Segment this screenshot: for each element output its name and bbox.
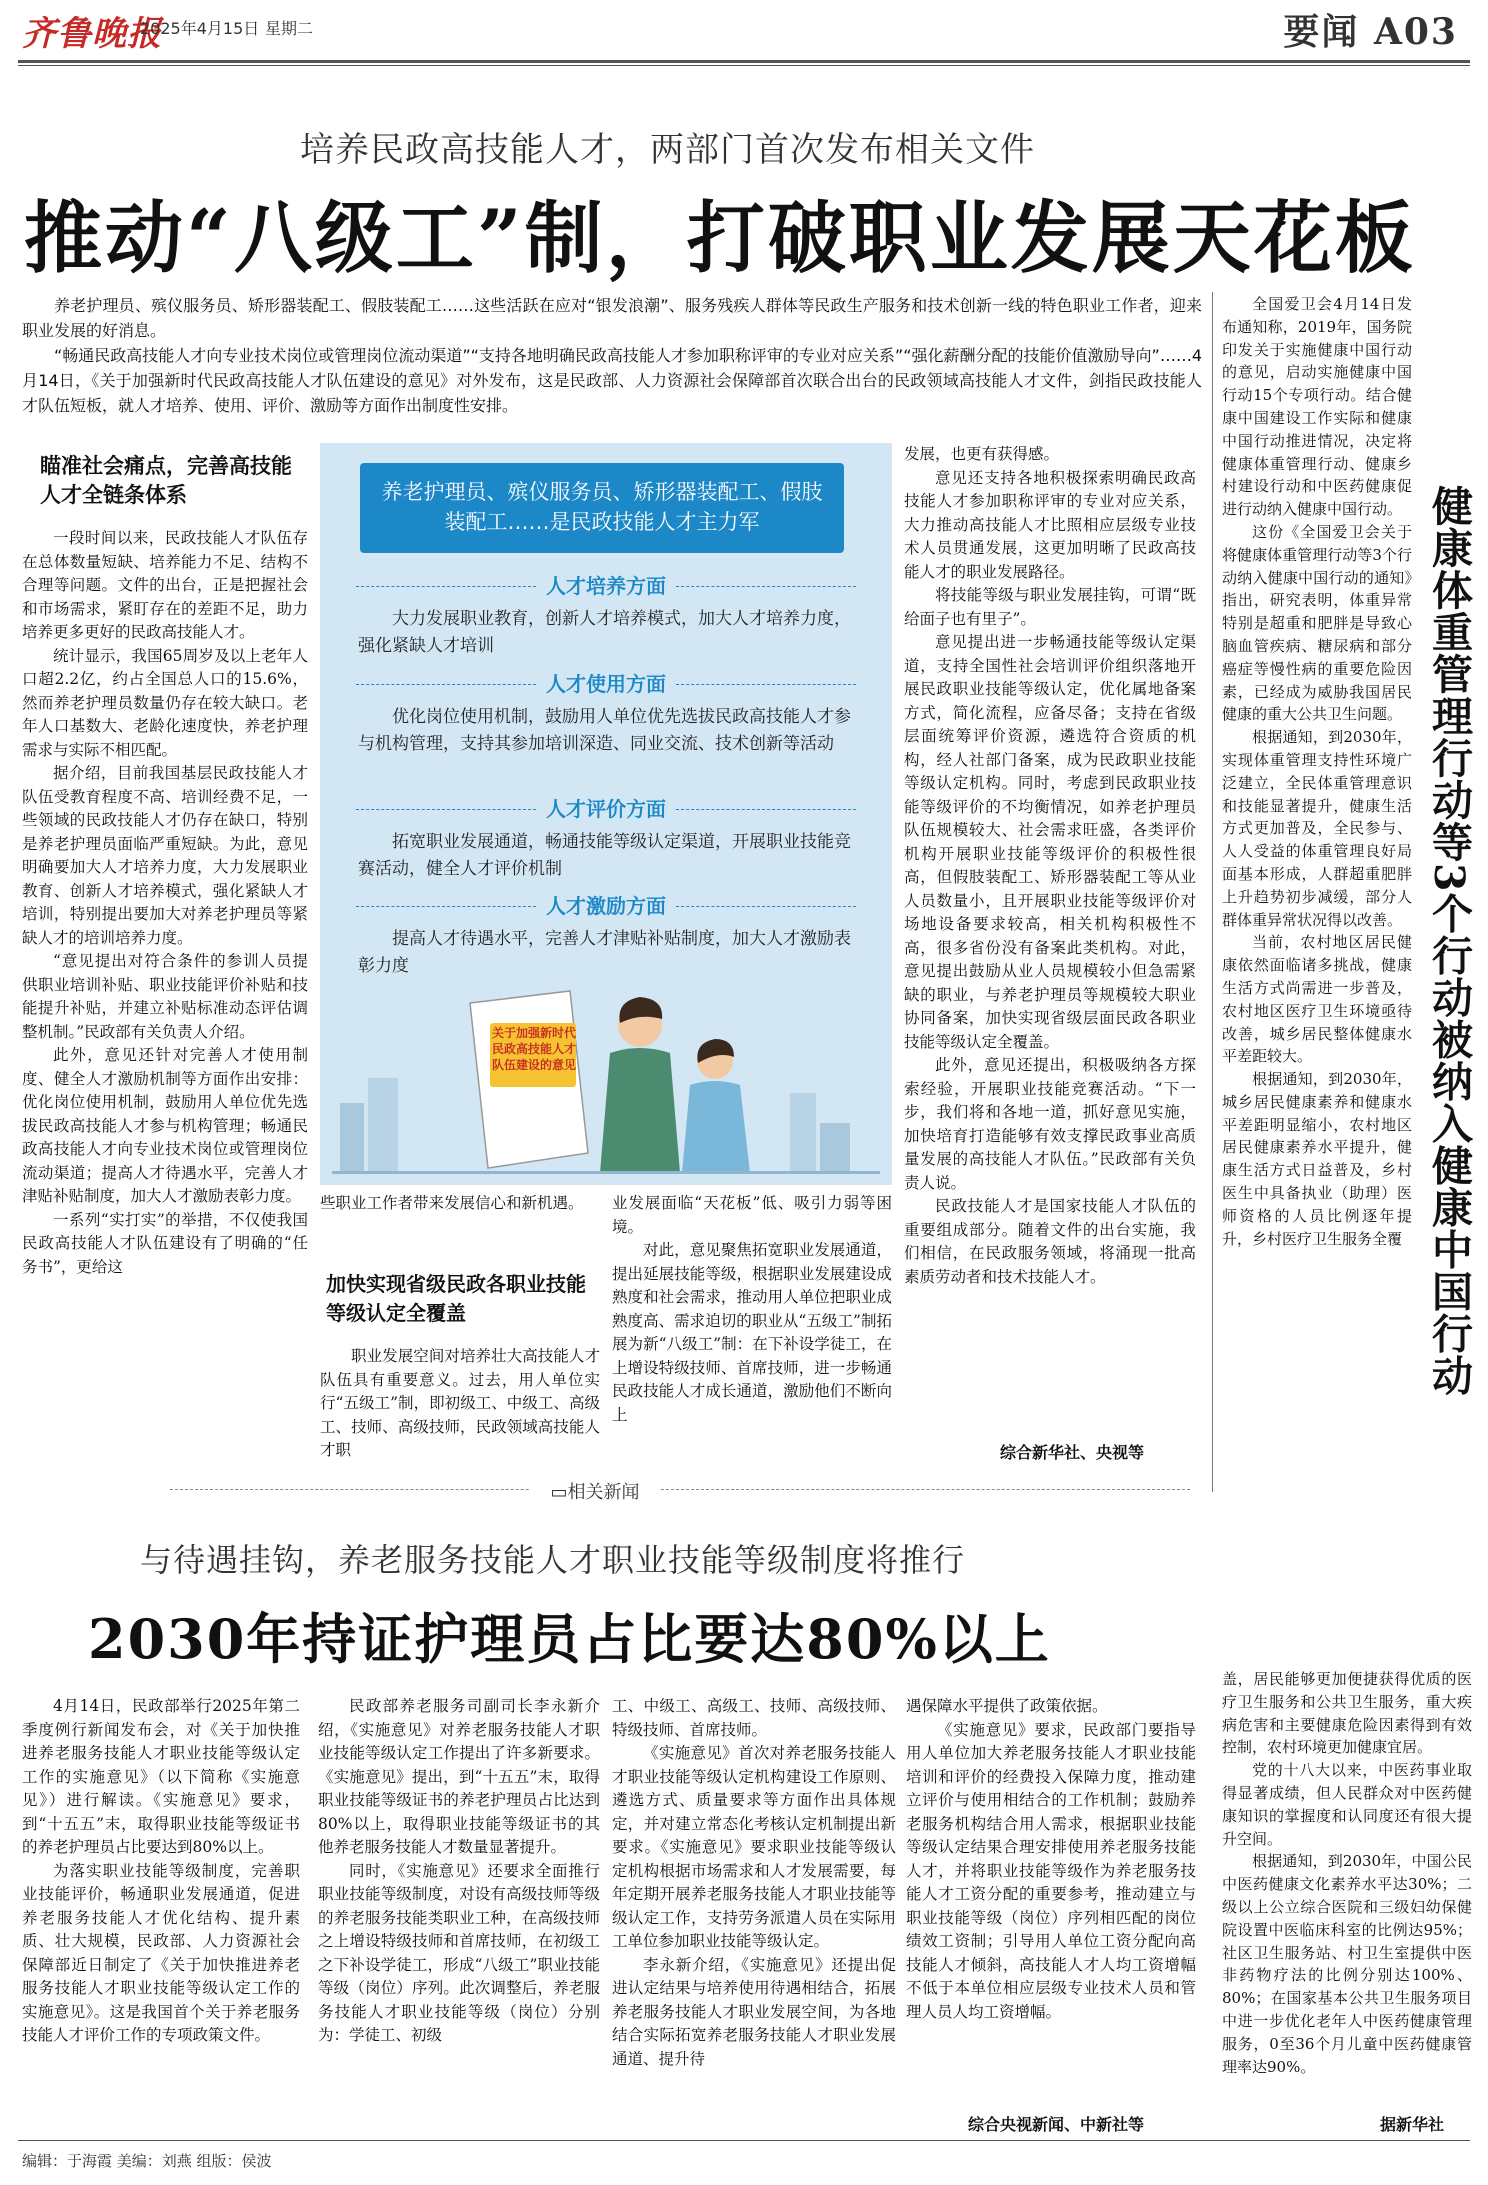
paragraph: 全国爱卫会4月14日发布通知称，2019年，国务院印发关于实施健康中国行动的意见，启动实施健康中国行动15个专项行动。结合健康中国建设工作实际和健康中国行动推进情况，决定将健康体重管理行动、健康乡村建设行动和中医药健康促进行动纳入健康中国行动。 (1222, 295, 1412, 519)
paragraph: 意见还支持各地积极探索明确民政高技能人才参加职称评审的专业对应关系，大力推动高技能人才比照相应层级专业技术人员贯通发展，这更加明晰了民政高技能人才的职业发展路径。 (904, 468, 1196, 581)
person-icon (682, 1081, 750, 1173)
lead-intro-para-1: 养老护理员、殡仪服务员、矫形器装配工、假肢装配工……这些活跃在应对“银发浪潮”、服务残疾人群体等民政生产服务和技术创新一线的特色职业工作者，迎来职业发展的好消息。 (22, 296, 1202, 340)
lead-kicker: 培养民政高技能人才，两部门首次发布相关文件 (300, 130, 1035, 170)
paragraph: 《实施意见》首次对养老服务技能人才职业技能等级认定机构建设工作原则、遴选方式、质量要求等方面作出具体规定，并对建立常态化考核认定机制提出新要求。《实施意见》要求职业技能等级认定机构根据市场需求和人才发展需要，每年定期开展养老服务技能人才职业技能等级认定工作，支持劳务派遣人员在实际用工单位参加职业技能等级认定。 (612, 1744, 896, 1950)
document-title: 关于加强新时代民政高技能人才队伍建设的意见 (492, 1026, 576, 1072)
footer-rule (18, 2140, 1470, 2141)
related-column-3 (612, 1695, 896, 2071)
paragraph: 民政技能人才是国家技能人才队伍的重要组成部分。随着文件的出台实施，我们相信，在民政服务领域，将涌现一批高素质劳动者和技术技能人才。 (904, 1197, 1196, 1286)
paragraph: 党的十八大以来，中医药事业取得显著成绩，但人民群众对中医药健康知识的掌握度和认同度还有很大提升空间。 (1222, 1761, 1472, 1848)
paragraph: 李永新介绍，《实施意见》还提出促进认定结果与培养使用待遇相结合，拓展养老服务技能人才职业发展空间，为各地结合实际拓宽养老服务技能人才职业发展通道、提升待 (612, 1955, 896, 2068)
paragraph: 这份《全国爱卫会关于将健康体重管理行动等3个行动纳入健康中国行动的通知》指出，研究表明，体重异常特别是超重和肥胖是导致心脑血管疾病、糖尿病和部分癌症等慢性病的重要危险因素，已经成为威胁我国居民健康的重大公共卫生问题。 (1222, 522, 1412, 724)
related-column-2 (318, 1695, 600, 2048)
box-icon: ▭ (550, 1482, 568, 1503)
related-column-4 (906, 1695, 1196, 2024)
paragraph: 职业发展空间对培养壮大高技能人才队伍具有重要意义。过去，用人单位实行“五级工”制，即初级工、中级工、高级工、技师、高级技师，民政领域高技能人才职 (320, 1347, 600, 1459)
lead-column-2 (320, 1192, 600, 1216)
issue-weekday: 星期二 (265, 19, 314, 38)
infobox-section-label: 人才评价方面 (540, 796, 672, 822)
paragraph: 盖，居民能够更加便捷获得优质的医疗卫生服务和公共卫生服务，重大疾病危害和主要健康危险因素得到有效控制，农村环境更加健康宜居。 (1222, 1670, 1472, 1757)
paragraph: 据介绍，目前我国基层民政技能人才队伍受教育程度不高、培训经费不足，一些领域的民政技能人才仍存在缺口，特别是养老护理员面临严重短缺。为此，意见明确要加大人才培养力度，大力发展职业教育、创新人才培养模式，强化紧缺人才培训，特别提出要加大对养老护理员等紧缺人才的培训培养力度。 (22, 764, 308, 947)
infobox-section-text: 拓宽职业发展通道，畅通技能等级认定渠道，开展职业技能竞赛活动，健全人才评价机制 (358, 832, 851, 879)
newspaper-logo: 齐鲁晚报 (22, 14, 162, 54)
related-column-1 (22, 1695, 300, 2048)
header-rule-thin (18, 65, 1470, 66)
infobox-section-label: 人才激励方面 (540, 893, 672, 919)
paragraph: 民政部养老服务司副司长李永新介绍，《实施意见》对养老服务技能人才职业技能等级认定工作提出了许多新要求。《实施意见》提出，到“十五五”末，取得职业技能等级证书的养老护理员占比达到80%以上，取得职业技能等级证书的其他养老服务技能人才数量显著提升。 (318, 1697, 600, 1856)
infobox-section-text: 优化岗位使用机制，鼓励用人单位优先选拔民政高技能人才参与机构管理，支持其参加培训深造、同业交流、技术创新等活动 (358, 707, 851, 754)
paragraph: 统计显示，我国65周岁及以上老年人口超2.2亿，约占全国总人口的15.6%，然而养老护理员数量仍存在较大缺口。老年人口基数大、老龄化速度快，养老护理需求与实际不相匹配。 (22, 646, 308, 759)
side-divider (1212, 292, 1213, 1492)
related-kicker: 与待遇挂钩，养老服务技能人才职业技能等级制度将推行 (140, 1541, 966, 1579)
related-byline: 综合央视新闻、中新社等 (968, 2115, 1145, 2134)
infobox-section-text: 大力发展职业教育，创新人才培养模式，加大人才培养力度，强化紧缺人才培训 (358, 609, 851, 656)
paragraph: 业发展面临“天花板”低、吸引力弱等困境。 (612, 1194, 892, 1236)
paragraph: 此外，意见还提出，积极吸纳各方探索经验，开展职业技能竞赛活动。“下一步，我们将和各地一道，抓好意见实施，加快培育打造能够有效支撑民政事业高质量发展的高技能人才队伍。”民政部有关负责人说。 (904, 1056, 1196, 1192)
paragraph: 根据通知，到2030年，实现体重管理支持性环境广泛建立，全民体重管理意识和技能显著提升，健康生活方式更加普及，全民参与、人人受益的体重管理良好局面基本形成，人群超重肥胖上升趋势初步减缓，部分人群体重异常状况得以改善。 (1222, 728, 1412, 929)
lead-intro (22, 293, 1202, 418)
paragraph: 遇保障水平提供了政策依据。 (906, 1697, 1108, 1715)
building-icon (790, 1093, 816, 1173)
paragraph: “意见提出对符合条件的参训人员提供职业培训补贴、职业技能评价补贴和技能提升补贴，并建立补贴标准动态评估调整机制。”民政部有关负责人介绍。 (22, 952, 308, 1041)
infobox-section-label: 人才使用方面 (540, 671, 672, 697)
person-icon (600, 1048, 680, 1173)
lead-intro-para-2: “畅通民政高技能人才向专业技术岗位或管理岗位流动渠道”“支持各地明确民政高技能人才参加职称评审的专业对应关系”“强化薪酬分配的技能价值激励导向”……4月14日，《关于加强新时代民政高技能人才队伍建设的意见》对外发布，这是民政部、人力资源社会保障部首次联合出台的民政领域高技能人才文件，剑指民政技能人才队伍短板，就人才培养、使用、评价、激励等方面作出制度性安排。 (22, 346, 1202, 415)
paragraph: 对此，意见聚焦拓宽职业发展通道，提出延展技能等级，根据职业发展建设成熟度和社会需求，推动用人单位把职业成熟度高、需求迫切的职业从“五级工”制拓展为新“八级工”制：在下补设学徒工，在上增设特级技师、首席技师，进一步畅通民政技能人才成长通道，激励他们不断向上 (612, 1241, 892, 1424)
lead-column-3 (612, 1192, 892, 1427)
lead-column-4 (904, 443, 1196, 1289)
paragraph: 《实施意见》要求，民政部门要指导用人单位加大养老服务技能人才职业技能培训和评价的经费投入保障力度，推动建立评价与使用相结合的工作机制；鼓励养老服务机构结合用人需求，根据职业技能等级认定结果合理安排使用养老服务技能人才，并将职业技能等级作为养老服务技能人才工资分配的重要参考，推动建立与职业技能等级（岗位）序列相匹配的岗位绩效工资制；引导用人单位工资分配向高技能人才倾斜，高技能人才人均工资增幅不低于本单位相应层级专业技术人员和管理人员人均工资增幅。 (906, 1720, 1196, 2021)
paragraph: 根据通知，到2030年，中国公民中医药健康文化素养水平达30%；二级以上公立综合医院和三级妇幼保健院设置中医临床科室的比例达95%；社区卫生服务站、村卫生室提供中医非药物疗法的比例分别达100%、80%；在国家基本公共卫生服务项目中进一步优化老年人中医药健康管理服务，0至36个月儿童中医药健康管理率达90%。 (1222, 1852, 1472, 2076)
lead-byline: 综合新华社、央视等 (1000, 1443, 1145, 1462)
lead-subhead-2: 加快实现省级民政各职业技能等级认定全覆盖 (326, 1272, 586, 1325)
paragraph: 意见提出进一步畅通技能等级认定渠道，支持全国性社会培训评价组织落地开展民政职业技能等级认定，优化属地备案方式，简化流程，应备尽备；支持在省级层面统筹评价资源，遴选符合资质的机构，经人社部门备案，成为民政职业技能等级认定机构。同时，考虑到民政职业技能等级评价的不均衡情况，如养老护理员队伍规模较大、社会需求旺盛，各类评价机构开展职业技能等级评价的积极性很高，但假肢装配工、矫形器装配工等从业人员数量小，且开展职业技能等级评价对场地设备要求较高，相关机构积极性不高，很多省份没有备案此类机构。对此，意见提出鼓励从业人员规模较小但急需紧缺的职业，与养老护理员等规模较大职业协同备案，加快实现省级层面民政各职业技能等级认定全覆盖。 (904, 633, 1196, 1051)
header-rule (18, 60, 1470, 63)
side-vertical-headline: 健康体重管理行动等3个行动被纳入健康中国行动 (1425, 485, 1473, 1397)
paragraph: 当前，农村地区居民健康依然面临诸多挑战，健康生活方式尚需进一步普及，农村地区医疗卫生环境亟待改善，城乡居民整体健康水平差距较大。 (1222, 933, 1412, 1066)
building-icon (340, 1103, 364, 1173)
paragraph: 发展，也更有获得感。 (904, 445, 1060, 463)
infobox-section-header (356, 893, 856, 919)
paragraph: 为落实职业技能等级制度，完善职业技能评价，畅通职业发展通道，促进养老服务技能人才优化结构、提升素质、壮大规模，民政部、人力资源社会保障部近日制定了《关于加快推进养老服务技能人才职业技能等级认定工作的实施意见》。这是我国首个关于养老服务技能人才评价工作的专项政策文件。 (22, 1861, 300, 2044)
paragraph: 工、中级工、高级工、技师、高级技师、特级技师、首席技师。 (612, 1697, 896, 1739)
related-news-label: ▭相关新闻 (530, 1478, 660, 1504)
lead-headline: 推动“八级工”制，打破职业发展天花板 (24, 193, 1416, 284)
building-icon (820, 1123, 850, 1173)
paragraph: 将技能等级与职业发展挂钩，可谓“既给面子也有里子”。 (904, 586, 1196, 628)
illustration-image (320, 983, 892, 1185)
lead-column-1 (22, 527, 308, 1279)
paragraph: 同时，《实施意见》还要求全面推行职业技能等级制度，对设有高级技师等级的养老服务技能类职业工种，在高级技师之上增设特级技师和首席技师，在初级工之下补设学徒工，形成“八级工”职业技能等级（岗位）序列。此次调整后，养老服务技能人才职业技能等级（岗位）分别为：学徒工、初级 (318, 1861, 600, 2044)
paragraph: 此外，意见还针对完善人才使用制度、健全人才激励机制等方面作出安排：优化岗位使用机制，鼓励用人单位优先选拔民政高技能人才参与机构管理；畅通民政高技能人才向专业技术岗位或管理岗位流动渠道；提高人才待遇水平，完善人才津贴补贴制度，加大人才激励表彰力度。 (22, 1046, 308, 1205)
infobox-graphic (320, 443, 892, 1185)
page-credits: 编辑：于海霞 美编：刘燕 组版：侯波 (22, 2152, 272, 2170)
side-column-bottom (1222, 1668, 1472, 2078)
paragraph: 些职业工作者带来发展信心和新机遇。 (320, 1194, 584, 1212)
infobox-section-text: 提高人才待遇水平，完善人才津贴补贴制度，加大人才激励表彰力度 (358, 929, 851, 976)
related-separator (170, 1489, 1190, 1490)
paragraph: 根据通知，到2030年，城乡居民健康素养和健康水平差距明显缩小，农村地区居民健康素养水平提升，健康生活方式日益普及，乡村医生中具备执业（助理）医师资格的人员比例逐年提升，乡村医疗卫生服务全覆 (1222, 1070, 1412, 1248)
infobox-section-header (356, 796, 856, 822)
lead-subhead-1: 瞄准社会痛点，完善高技能人才全链条体系 (40, 454, 292, 507)
paragraph: 一系列“实打实”的举措，不仅使我国民政高技能人才队伍建设有了明确的“任务书”，更给这 (22, 1210, 308, 1276)
infobox-section-header (356, 573, 856, 599)
related-headline: 2030年持证护理员占比要达80%以上 (88, 1607, 1051, 1671)
infobox-title: 养老护理员、殡仪服务员、矫形器装配工、假肢装配工……是民政技能人才主力军 (360, 463, 844, 553)
paragraph: 一段时间以来，民政技能人才队伍存在总体数量短缺、培养能力不足、结构不合理等问题。文件的出台，正是把握社会和市场需求，紧盯存在的差距不足，助力培养更多更好的民政高技能人才。 (22, 529, 308, 641)
issue-date: 2025年4月15日 (140, 19, 260, 38)
infobox-section-header (356, 671, 856, 697)
side-column-top (1222, 293, 1412, 1250)
page-section: 要闻 A03 (1283, 11, 1458, 53)
paragraph: 4月14日，民政部举行2025年第二季度例行新闻发布会，对《关于加快推进养老服务技能人才职业技能等级认定工作的实施意见》（以下简称《实施意见》）进行解读。《实施意见》要求，到“十五五”末，取得职业技能等级证书的养老护理员占比要达到80%以上。 (22, 1697, 300, 1856)
infobox-section-label: 人才培养方面 (540, 573, 672, 599)
side-byline: 据新华社 (1380, 2115, 1445, 2134)
building-icon (368, 1078, 398, 1173)
lead-column-2-body (320, 1345, 600, 1463)
